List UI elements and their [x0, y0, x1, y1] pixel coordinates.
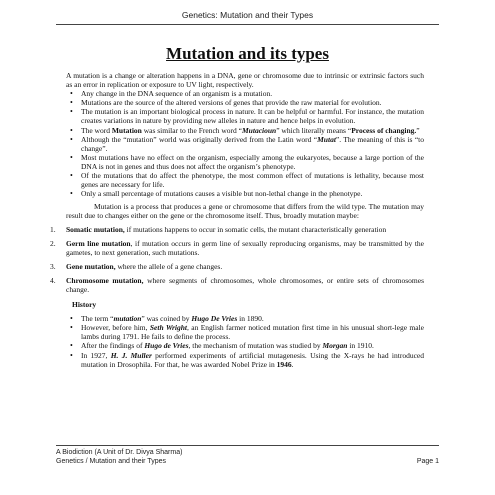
mutation-type-description: where the allele of a gene changes. [115, 261, 223, 271]
text-run: In 1927, [81, 350, 111, 360]
bullet-item: • Of the mutations that do affect the phenotype, the most common effect of mutations is lethality, because most genes are necessary for life. [81, 171, 424, 189]
mutation-type-description: , if mutation occurs in germ line of sexually reproducing organisms, may be transmitted by the gametes, to next generation, such mutations. [66, 238, 424, 257]
list-number: 2. [50, 238, 56, 248]
text-run: in 1890. [237, 314, 264, 324]
mutation-type-term: Germ line mutation [66, 238, 131, 248]
text-run: ” [416, 125, 420, 135]
text-run: However, before him, [81, 323, 150, 333]
text-run: The term “ [81, 314, 114, 324]
history-item [81, 341, 424, 350]
history-item [81, 351, 424, 369]
document-body [50, 71, 424, 369]
person-name: Seth Wright [149, 323, 188, 333]
term-process-of-changing: Process of changing. [351, 125, 417, 135]
history-item [81, 323, 424, 341]
list-number: 1. [50, 224, 56, 234]
term-mutat: Mutat [317, 134, 336, 144]
person-name: Hugo de Vries [144, 341, 189, 351]
footer-publisher: A Biodiction (A Unit of Dr. Divya Sharma) [56, 449, 183, 456]
bullet-item: • Any change in the DNA sequence of an organism is a mutation. [81, 89, 424, 98]
text-run: ”. The meaning of this is “to change”. [81, 134, 424, 153]
types-intro-paragraph: Mutation is a process that produces a gene or chromosome that differs from the wild type. The mutation may result due to changes either on the gene or the chromosome itself. Thus, broadly mutation maybe: [66, 202, 424, 221]
footer-row [56, 457, 439, 466]
mutation-type-item [50, 275, 424, 294]
bullet-item: • The mutation is an important biological process in nature. It can be helpful or harmful. For instance, the mutation creates variations in nature by providing new alleles in nature and hence helps in evolution. [81, 107, 424, 125]
list-number: 4. [50, 275, 56, 285]
mutation-type-term: Gene mutation, [66, 261, 116, 271]
text-run: . [291, 359, 294, 369]
text-run: in 1910. [347, 341, 374, 351]
header-divider [56, 24, 439, 25]
text-run: Although the “mutation” world was originally derived from the Latin word “ [81, 134, 318, 144]
text-run: , the mechanism of mutation was studied by [188, 341, 323, 351]
intro-paragraph: A mutation is a change or alteration happens in a DNA, gene or chromosome due to intrinsic or extrinsic factors such as an error in replication or exposure to UV light, respectively. [66, 71, 424, 90]
mutation-types-list [50, 224, 424, 295]
term-mutation-italic: mutation [113, 314, 142, 324]
definition-bullet-list [66, 89, 424, 198]
footer-divider [56, 445, 439, 446]
history-heading: History [72, 300, 97, 310]
bullet-item [81, 126, 424, 135]
page-number: Page 1 [416, 458, 439, 465]
running-header: Genetics: Mutation and their Types [181, 10, 314, 20]
text-run: performed experiments of artificial mutagenesis. Using the X-rays he had introduced mutation in Drosophila. For that, he was awarded Nobel Prize in [81, 350, 424, 369]
list-number: 3. [50, 261, 56, 271]
person-name: Morgan [322, 341, 348, 351]
person-name: H. J. Muller [110, 350, 152, 360]
mutation-type-item [50, 224, 424, 234]
footer-topic: Genetics / Mutation and their Types [56, 458, 166, 465]
history-item [81, 314, 424, 323]
term-mutacioun: Mutacioun [242, 125, 277, 135]
bullet-item: • Mutations are the source of the altered versions of genes that provide the raw material for evolution. [81, 98, 424, 107]
text-run: ” which literally means “ [276, 125, 352, 135]
mutation-type-item [50, 261, 424, 271]
mutation-type-description: if mutations happens to occur in somatic cells, the mutant characteristically generation [124, 224, 387, 234]
person-name: Hugo De Vries [191, 314, 238, 324]
term-mutation: Mutation [111, 125, 142, 135]
text-run: The word [81, 125, 112, 135]
mutation-type-term: Chromosome mutation, [66, 275, 144, 285]
page-footer [56, 448, 439, 466]
bullet-item: • Most mutations have no effect on the organism, especially among the eukaryotes, because a large portion of the DNA is not in genes and thus does not affect the organism’s phenotype. [81, 153, 424, 171]
history-bullet-list [66, 314, 424, 369]
text-run: ” was coined by [141, 314, 192, 324]
text-run: was similar to the French word “ [141, 125, 243, 135]
mutation-type-description: where segments of chromosomes, whole chromosomes, or entire sets of chromosomes change. [66, 275, 424, 294]
mutation-type-term: Somatic mutation, [66, 224, 125, 234]
text-run: After the findings of [81, 341, 145, 351]
bullet-item [81, 135, 424, 153]
bullet-item: • Only a small percentage of mutations causes a visible but non-lethal change in the phenotype. [81, 189, 424, 198]
page-title: Mutation and its types [166, 44, 329, 63]
text-run: , an English farmer noticed mutation first time in his unusual short-lege male lambs during 1791. He fails to define the process. [81, 323, 424, 342]
year-highlight: 1946 [276, 359, 292, 369]
mutation-type-item [50, 238, 424, 257]
